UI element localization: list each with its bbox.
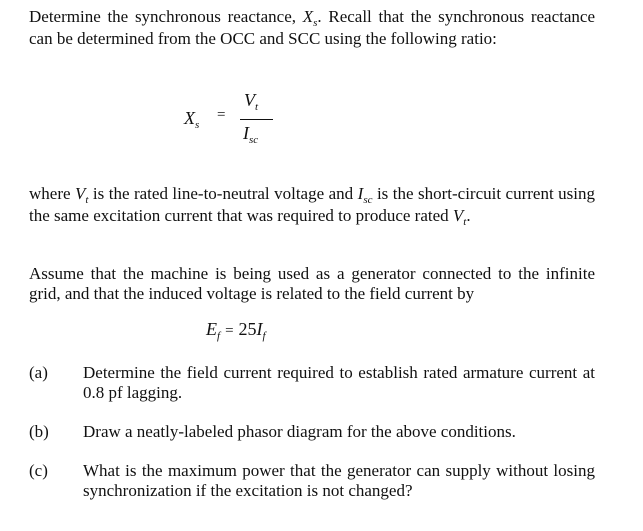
- where-part1: where: [29, 184, 75, 203]
- intro-text-after: . Recall that the synchronous reactance can be determined from the OCC and SCC using the following ratio:: [29, 7, 595, 48]
- ratio-numerator-symbol: V: [244, 90, 255, 110]
- ef-rhs-sub: f: [262, 330, 266, 342]
- question-c-text: What is the maximum power that the generator can supply without losing synchronization if the excitation is not changed?: [83, 461, 595, 500]
- ef-equation: [206, 319, 266, 340]
- ef-coefficient: 25: [238, 319, 257, 339]
- ratio-denominator-sub: sc: [249, 134, 259, 146]
- question-a-label: (a): [29, 363, 48, 382]
- ef-lhs-sub: f: [217, 330, 221, 342]
- question-b-label: (b): [29, 422, 49, 441]
- fraction-bar: [240, 119, 273, 120]
- ratio-lhs-sub: s: [195, 119, 200, 131]
- where-part3: is the short-circuit current using the same excitation current that was required to produce rated: [29, 184, 595, 225]
- ef-rhs: I: [256, 319, 263, 339]
- ratio-numerator: [244, 90, 258, 111]
- ratio-equation: [184, 90, 284, 154]
- intro-symbol: X: [302, 7, 314, 26]
- question-b: [29, 422, 595, 442]
- where-isc: I: [357, 184, 364, 203]
- ratio-lhs-symbol: X: [184, 108, 195, 128]
- where-paragraph: [29, 184, 595, 228]
- ratio-lhs: [184, 108, 199, 129]
- where-vt2-sub: t: [463, 216, 467, 228]
- question-a: [29, 363, 595, 403]
- question-b-text: Draw a neatly-labeled phasor diagram for the above conditions.: [83, 422, 516, 441]
- question-c-label: (c): [29, 461, 48, 480]
- where-vt-sub: t: [85, 194, 89, 206]
- ratio-equals-sign: =: [217, 107, 226, 123]
- ratio-denominator: [243, 123, 258, 144]
- where-part2: is the rated line-to-neutral voltage and: [88, 184, 358, 203]
- intro-paragraph: [29, 7, 595, 49]
- where-vt: V: [75, 184, 86, 203]
- where-vt2: V: [452, 206, 464, 225]
- where-part4: .: [466, 206, 471, 225]
- assume-paragraph: Assume that the machine is being used as a generator connected to the infinite grid, and that the induced voltage is related to the field current by: [29, 264, 595, 303]
- ratio-denominator-symbol: I: [243, 123, 249, 143]
- ef-equals-sign: =: [225, 323, 234, 339]
- ratio-numerator-sub: t: [255, 101, 259, 113]
- question-a-text: Determine the field current required to establish rated armature current at 0.8 pf lagging.: [83, 363, 595, 402]
- where-isc-sub: sc: [363, 194, 373, 206]
- question-c: [29, 461, 595, 501]
- intro-symbol-sub: s: [313, 17, 318, 29]
- ef-lhs: E: [206, 319, 217, 339]
- intro-text-before: Determine the synchronous reactance,: [29, 7, 303, 26]
